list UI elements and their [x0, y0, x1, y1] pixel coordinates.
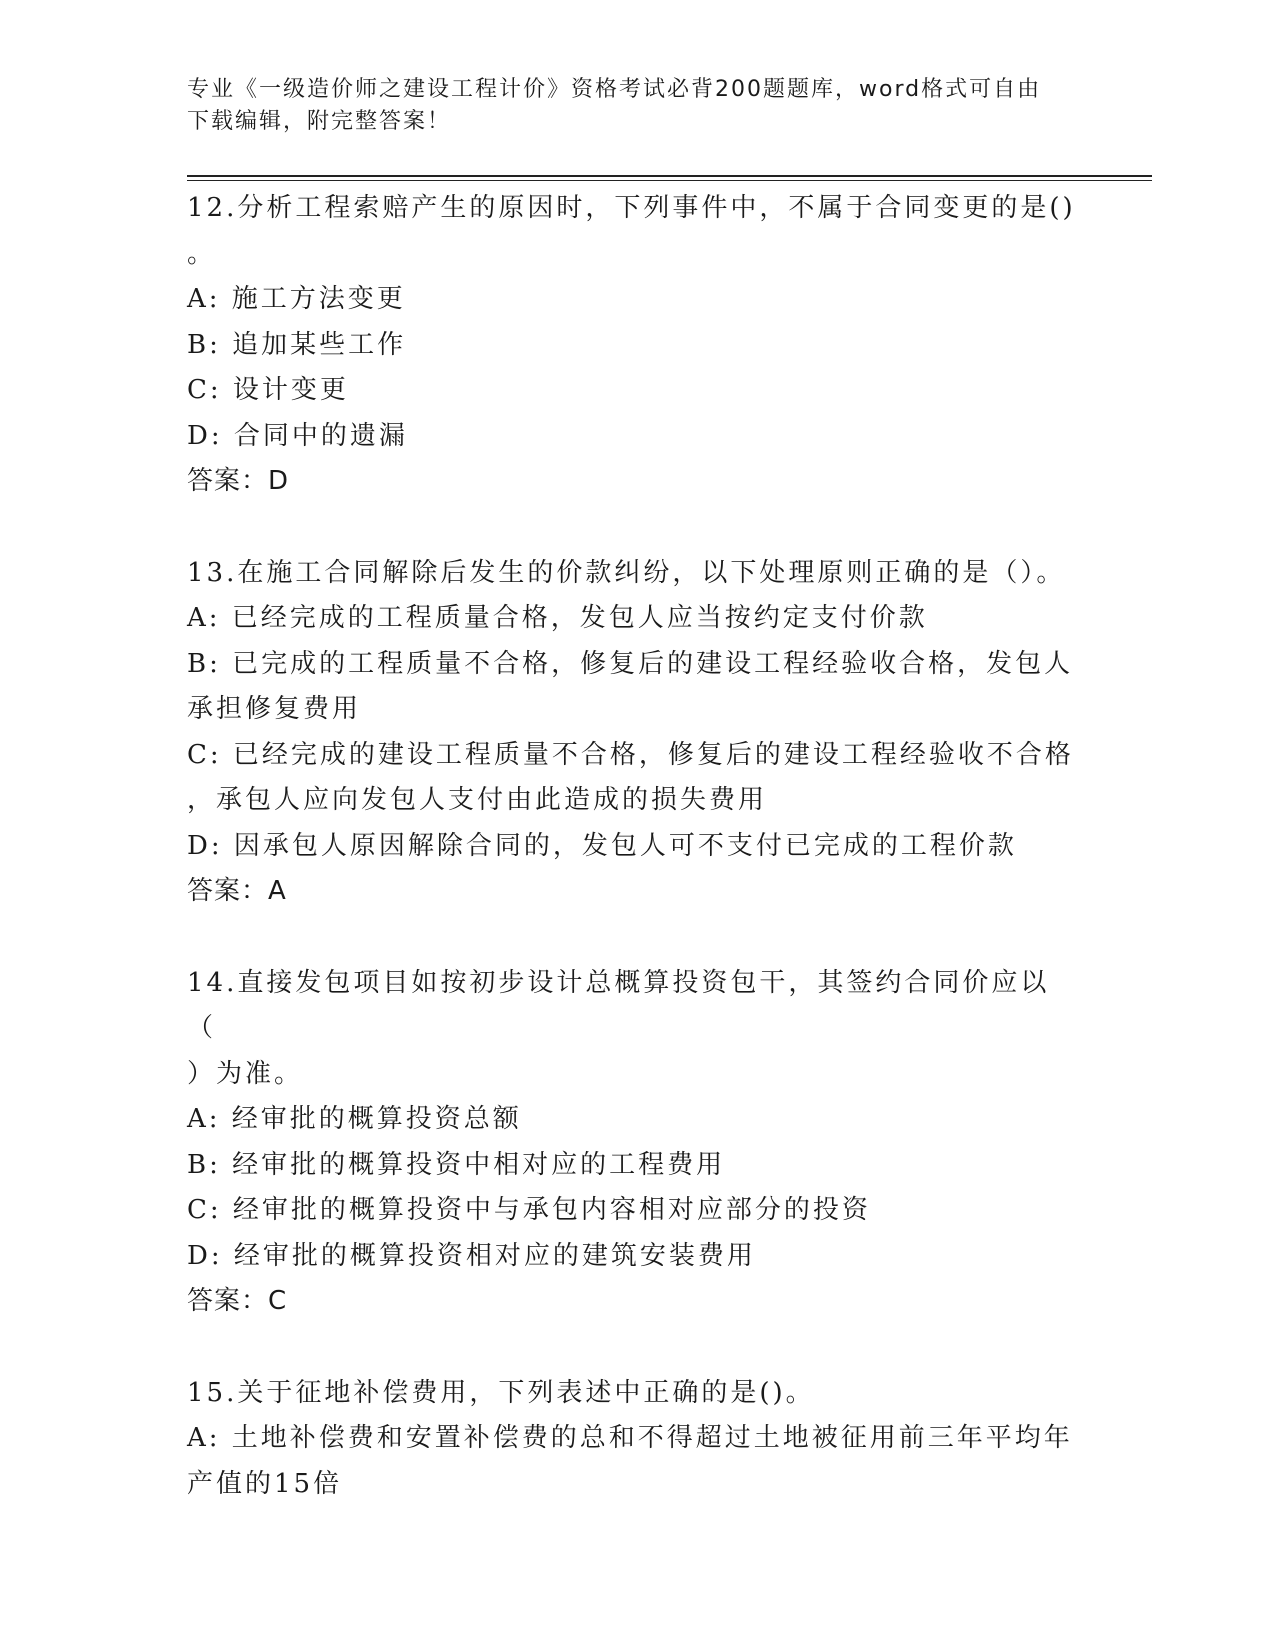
question-list [187, 186, 1077, 1553]
answer-option: D: 因承包人原因解除合同的，发包人可不支付已完成的工程价款 [187, 830, 1017, 861]
answer-option: 承担修复费用 [187, 694, 362, 724]
answer-option: B: 已完成的工程质量不合格，修复后的建设工程经验收合格，发包人 [187, 648, 1074, 679]
answer-option: D: 经审批的概算投资相对应的建筑安装费用 [187, 1240, 756, 1271]
answer-option: C: 已经完成的建设工程质量不合格，修复后的建设工程经验收不合格 [187, 739, 1074, 770]
document-header [187, 74, 1067, 138]
question-block [187, 1371, 1077, 1508]
question-stem: ）为准。 [187, 1058, 304, 1089]
answer-option: A: 已经完成的工程质量合格，发包人应当按约定支付价款 [187, 603, 928, 633]
answer-option: B: 经审批的概算投资中相对应的工程费用 [187, 1149, 726, 1180]
answer-option: C: 经审批的概算投资中与承包内容相对应部分的投资 [187, 1195, 871, 1225]
question-stem: 。 [187, 238, 217, 269]
answer-option: A: 施工方法变更 [187, 284, 406, 314]
answer-option: A: 经审批的概算投资总额 [187, 1104, 522, 1134]
header-line-1: 专业《一级造价师之建设工程计价》资格考试必背200题题库，word格式可自由 [187, 77, 1042, 102]
question-stem: 15.关于征地补偿费用，下列表述中正确的是()。 [187, 1377, 815, 1408]
answer-key: 答案：C [187, 1286, 288, 1316]
question-stem: 12.分析工程索赔产生的原因时，下列事件中，不属于合同变更的是() [187, 193, 1076, 223]
answer-option: 产值的15倍 [187, 1468, 343, 1499]
question-block [187, 186, 1077, 505]
question-block [187, 551, 1077, 915]
answer-option: B: 追加某些工作 [187, 329, 407, 360]
question-stem: 14.直接发包项目如按初步设计总概算投资包干，其签约合同价应以（ [187, 967, 1050, 1043]
answer-option: D: 合同中的遗漏 [187, 420, 408, 451]
answer-option: A: 土地补偿费和安置补偿费的总和不得超过土地被征用前三年平均年 [187, 1423, 1073, 1453]
answer-key: 答案：A [187, 876, 287, 906]
header-rule-thick [187, 175, 1152, 177]
answer-option: C: 设计变更 [187, 375, 349, 405]
header-line-2: 下载编辑，附完整答案！ [187, 109, 452, 134]
answer-option: ，承包人应向发包人支付由此造成的损失费用 [187, 785, 768, 815]
question-block [187, 961, 1077, 1325]
answer-key: 答案：D [187, 466, 290, 496]
header-rule-thin [187, 180, 1152, 181]
question-stem: 13.在施工合同解除后发生的价款纠纷，以下处理原则正确的是（）。 [187, 557, 1066, 588]
